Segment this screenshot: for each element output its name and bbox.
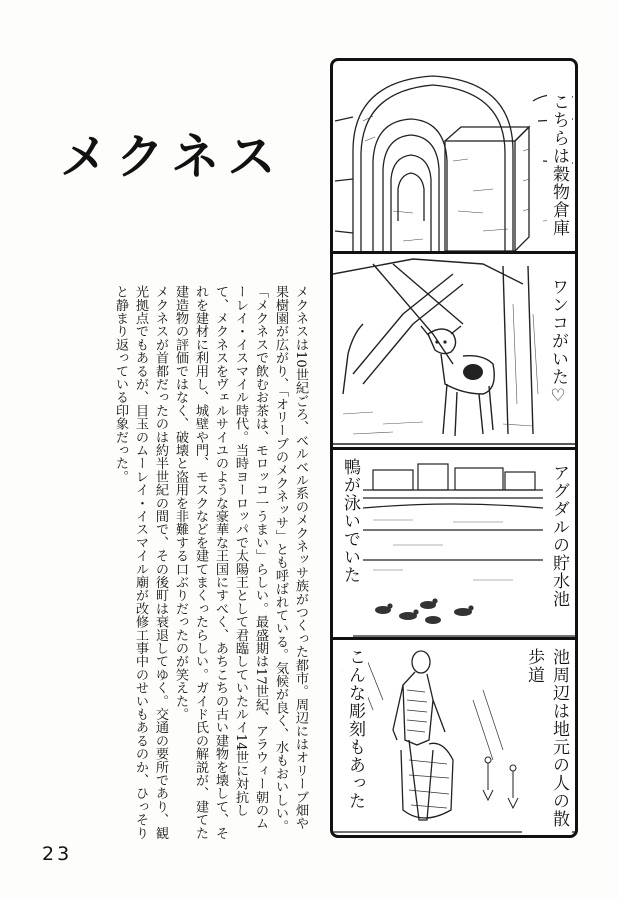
granary-arches-drawing (333, 61, 575, 254)
page-title: メクネス (60, 129, 284, 185)
panel4-caption-left: こんな彫刻もあった (343, 646, 368, 812)
panel3-caption-right: アグダルの貯水池 (547, 462, 572, 610)
panel4-caption-right: 池周辺は地元の人の散歩道 (522, 646, 572, 835)
comic-panel-statue (333, 640, 575, 835)
panel1-caption: こちらは穀物倉庫 (547, 91, 572, 239)
panel2-caption: ワンコがいた♡ (546, 276, 571, 409)
comic-panel-dog (333, 254, 575, 450)
page-number: 23 (42, 843, 73, 865)
dog-drawing (333, 254, 575, 450)
comic-panel-granary (333, 61, 575, 254)
comic-strip (330, 58, 578, 838)
comic-panel-reservoir (333, 450, 575, 640)
reservoir-ducks-drawing (333, 450, 575, 640)
panel3-caption-left: 鴨が泳いでいた (338, 456, 363, 586)
body-text: メクネスは10世紀ごろ、ベルベル系のメクネッサ族がつくった都市。周辺にはオリーブ畑や果樹園が広がり、「オリーブのメクネッサ」とも呼ばれている。気候が良く、水もおいしい。「メクネスで飲むお茶は、モロッコ一うまい」らしい。最盛期は17世紀、アラウィー朝のムーレイ・イスマイル時代。当時ヨーロッパで太陽王として君臨していたルイ14世に対抗して、メクネスをヴェルサイユのような豪華な王国にすべく、あちこちの古い建物を壊して、それを建材に利用し、城壁や門、モスクなどを建てまくったらしい。ガイド氏の解説が、建てた建造物の評価ではなく、破壊と盗用を非難する口ぶりだったのが笑えた。 メクネスが首都だったのは約半世紀の間で、その後町は衰退してゆく。交通の要所であり、観光拠点でもあるが、目玉のムーレイ・イスマイル廟が改修工事中のせいもあるのか、ひっそりと静まり返っている印象だった。 (113, 285, 308, 840)
